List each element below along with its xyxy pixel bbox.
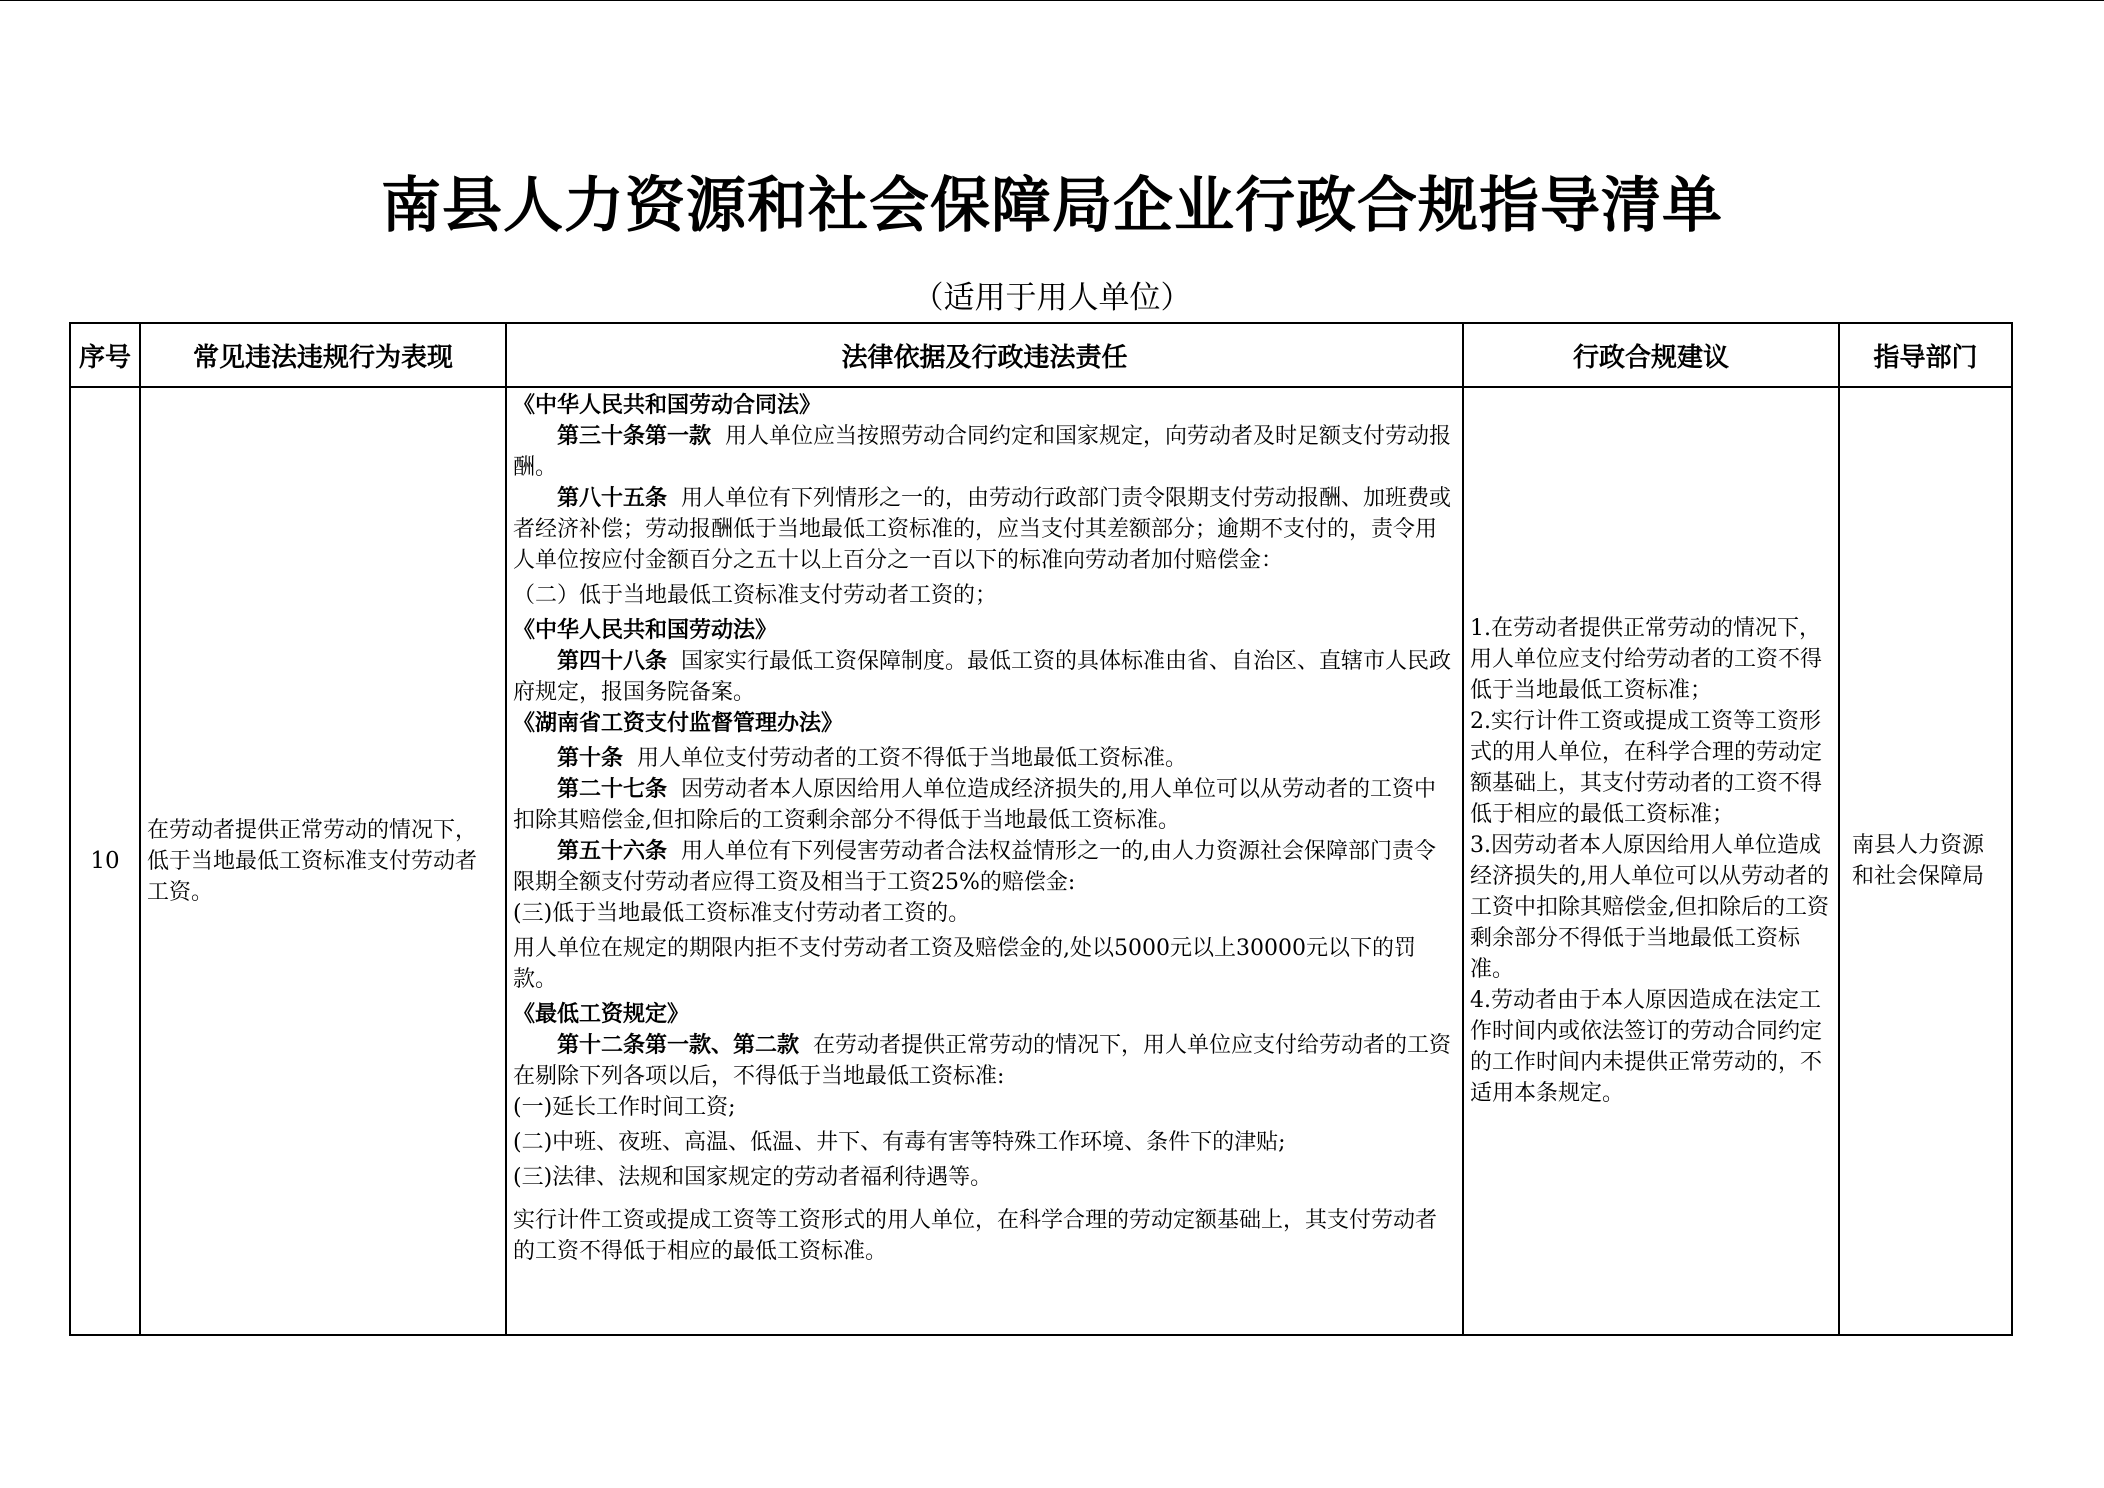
suggestion-item: 3.因劳动者本人原因给用人单位造成经济损失的,用人单位可以从劳动者的工资中扣除其赔偿金,但扣除后的工资剩余部分不得低于当地最低工资标准。 <box>1470 833 1829 982</box>
article-name: 第十二条第一款、第二款 <box>557 1032 800 1058</box>
behavior-cell: 在劳动者提供正常劳动的情况下，低于当地最低工资标准支付劳动者工资。 <box>140 387 506 1335</box>
header-department: 指导部门 <box>1839 323 2012 387</box>
page-subtitle: （适用于用人单位） <box>912 280 1192 316</box>
header-law: 法律依据及行政违法责任 <box>506 323 1463 387</box>
law-source-title: 《最低工资规定》 <box>513 1001 690 1027</box>
table-header-row <box>70 323 2012 387</box>
article-text: 用人单位有下列情形之一的，由劳动行政部门责令限期支付劳动报酬、加班费或者经济补偿；劳动报酬低于当地最低工资标准的，应当支付其差额部分；逾期不支付的，责令用人单位按应付金额百分之五十以上百分之一百以下的标准向劳动者加付赔偿金： <box>513 486 1452 573</box>
top-border-line <box>0 0 2104 1</box>
table-row <box>70 387 2012 1335</box>
law-penalty-text: 用人单位在规定的期限内拒不支付劳动者工资及赔偿金的,处以5000元以上30000元以下的罚款。 <box>513 936 1416 992</box>
article-text: 用人单位应当按照劳动合同约定和国家规定，向劳动者及时足额支付劳动报酬。 <box>513 424 1452 480</box>
article-text: 在劳动者提供正常劳动的情况下，用人单位应支付给劳动者的工资在剔除下列各项以后，不得低于当地最低工资标准: <box>513 1033 1452 1089</box>
suggestion-item: 4.劳动者由于本人原因造成在法定工作时间内或依法签订的劳动合同约定的工作时间内未提供正常劳动的，不适用本条规定。 <box>1470 988 1823 1106</box>
article-name: 第四十八条 <box>557 648 668 674</box>
law-source-title: 《中华人民共和国劳动法》 <box>513 617 778 643</box>
law-item: (三)低于当地最低工资标准支付劳动者工资的。 <box>513 901 971 926</box>
article-text: 国家实行最低工资保障制度。最低工资的具体标准由省、自治区、直辖市人民政府规定，报国务院备案。 <box>513 649 1452 705</box>
department-cell: 南县人力资源和社会保障局 <box>1839 387 2012 1335</box>
law-closing-text: 实行计件工资或提成工资等工资形式的用人单位，在科学合理的劳动定额基础上，其支付劳动者的工资不得低于相应的最低工资标准。 <box>513 1208 1438 1264</box>
article-name: 第十条 <box>557 745 624 771</box>
article-name: 第五十六条 <box>557 838 668 864</box>
law-item: (三)法律、法规和国家规定的劳动者福利待遇等。 <box>513 1165 993 1190</box>
header-no: 序号 <box>70 323 140 387</box>
law-item: （二）低于当地最低工资标准支付劳动者工资的； <box>513 583 998 608</box>
law-source-title: 《中华人民共和国劳动合同法》 <box>513 392 822 418</box>
article-name: 第三十条第一款 <box>557 423 712 449</box>
article-text: 因劳动者本人原因给用人单位造成经济损失的,用人单位可以从劳动者的工资中扣除其赔偿金,但扣除后的工资剩余部分不得低于当地最低工资标准。 <box>513 777 1437 833</box>
law-cell <box>506 387 1463 1335</box>
law-item: (二)中班、夜班、高温、低温、井下、有毒有害等特殊工作环境、条件下的津贴; <box>513 1130 1286 1155</box>
law-source-title: 《湖南省工资支付监督管理办法》 <box>513 710 844 736</box>
suggestion-item: 2.实行计件工资或提成工资等工资形式的用人单位，在科学合理的劳动定额基础上，其支付劳动者的工资不得低于相应的最低工资标准； <box>1470 709 1823 827</box>
suggestion-item: 1.在劳动者提供正常劳动的情况下，用人单位应支付给劳动者的工资不得低于当地最低工资标准； <box>1470 616 1823 703</box>
row-number: 10 <box>70 387 140 1335</box>
compliance-table <box>69 322 2013 1336</box>
suggestion-cell <box>1463 387 1839 1335</box>
article-name: 第八十五条 <box>557 485 668 511</box>
header-behavior: 常见违法违规行为表现 <box>140 323 506 387</box>
page-title: 南县人力资源和社会保障局企业行政合规指导清单 <box>381 171 1723 241</box>
article-text: 用人单位有下列侵害劳动者合法权益情形之一的,由人力资源社会保障部门责令限期全额支付劳动者应得工资及相当于工资25%的赔偿金: <box>513 839 1437 895</box>
header-suggestion: 行政合规建议 <box>1463 323 1839 387</box>
article-text: 用人单位支付劳动者的工资不得低于当地最低工资标准。 <box>637 746 1188 771</box>
law-item: (一)延长工作时间工资; <box>513 1095 736 1120</box>
article-name: 第二十七条 <box>557 776 668 802</box>
